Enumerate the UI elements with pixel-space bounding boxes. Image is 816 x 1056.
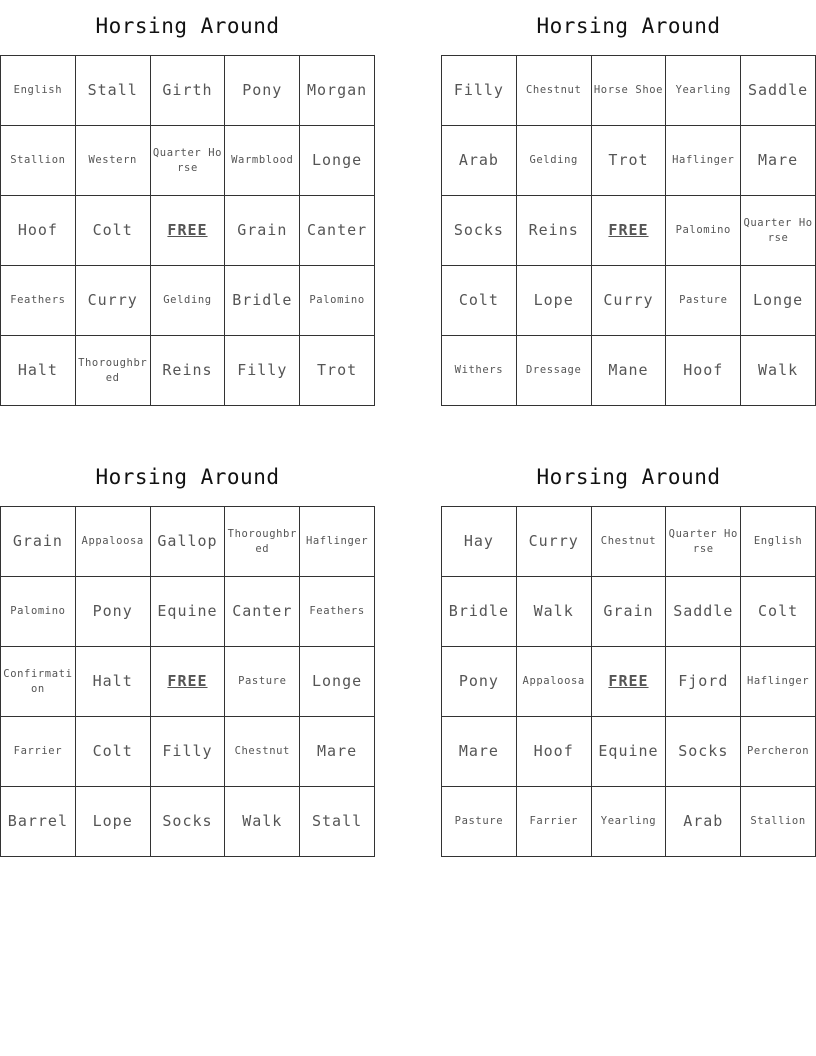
bingo-cell: Colt xyxy=(741,577,816,647)
grid-row xyxy=(1,196,375,266)
bingo-cell: Chestnut xyxy=(517,56,592,126)
bingo-card xyxy=(441,10,816,406)
bingo-cell: Walk xyxy=(517,577,592,647)
bingo-cell: Fjord xyxy=(666,647,741,717)
grid-row xyxy=(1,336,375,406)
grid-row xyxy=(1,266,375,336)
bingo-cell: Feathers xyxy=(1,266,76,336)
bingo-cell: Hoof xyxy=(666,336,741,406)
bingo-cell: Farrier xyxy=(517,787,592,857)
bingo-cell: Halt xyxy=(1,336,76,406)
card-title: Horsing Around xyxy=(536,14,721,38)
bingo-card xyxy=(441,461,816,857)
grid-row xyxy=(1,647,375,717)
bingo-cell: Stallion xyxy=(1,126,76,196)
bingo-card xyxy=(0,461,375,857)
bingo-cell: Dressage xyxy=(517,336,592,406)
bingo-cell: English xyxy=(1,56,76,126)
grid-row xyxy=(442,266,816,336)
bingo-cell: Hay xyxy=(442,507,517,577)
bingo-cell: Feathers xyxy=(300,577,375,647)
bingo-cell: Thoroughbred xyxy=(76,336,151,406)
bingo-cell: Mane xyxy=(592,336,667,406)
card-title: Horsing Around xyxy=(536,465,721,489)
bingo-cell: Longe xyxy=(741,266,816,336)
bingo-cell: Chestnut xyxy=(592,507,667,577)
grid-row xyxy=(442,507,816,577)
grid-row xyxy=(1,507,375,577)
grid-row xyxy=(442,196,816,266)
grid-row xyxy=(442,126,816,196)
card-title: Horsing Around xyxy=(95,14,280,38)
bingo-cell: Hoof xyxy=(1,196,76,266)
bingo-cell: Farrier xyxy=(1,717,76,787)
bingo-cell: Longe xyxy=(300,647,375,717)
bingo-cell: Arab xyxy=(442,126,517,196)
bingo-cell: Haflinger xyxy=(300,507,375,577)
bingo-cell: Gelding xyxy=(517,126,592,196)
bingo-grid xyxy=(0,55,375,406)
bingo-cell: Reins xyxy=(517,196,592,266)
bingo-cell: Pony xyxy=(76,577,151,647)
bingo-cell: Equine xyxy=(151,577,226,647)
bingo-cell: Quarter Horse xyxy=(151,126,226,196)
grid-row xyxy=(1,787,375,857)
bingo-cell: Walk xyxy=(225,787,300,857)
free-space-cell: FREE xyxy=(592,647,667,717)
bingo-cell: Mare xyxy=(741,126,816,196)
bingo-cell: Mare xyxy=(442,717,517,787)
bingo-cell: Bridle xyxy=(442,577,517,647)
bingo-cell: Grain xyxy=(225,196,300,266)
grid-row xyxy=(1,56,375,126)
grid-row xyxy=(442,787,816,857)
bingo-cell: Trot xyxy=(300,336,375,406)
bingo-cell: Stall xyxy=(76,56,151,126)
bingo-cell: Thoroughbred xyxy=(225,507,300,577)
bingo-cell: Pasture xyxy=(225,647,300,717)
bingo-cell: Lope xyxy=(76,787,151,857)
grid-row xyxy=(442,336,816,406)
bingo-grid xyxy=(441,506,816,857)
bingo-cell: Canter xyxy=(225,577,300,647)
bingo-cell: Saddle xyxy=(666,577,741,647)
bingo-cell: Canter xyxy=(300,196,375,266)
bingo-cell: Horse Shoe xyxy=(592,56,667,126)
bingo-cell: Reins xyxy=(151,336,226,406)
bingo-cell: Warmblood xyxy=(225,126,300,196)
grid-row xyxy=(442,56,816,126)
bingo-cell: Grain xyxy=(1,507,76,577)
bingo-cell: Withers xyxy=(442,336,517,406)
bingo-cell: Grain xyxy=(592,577,667,647)
grid-row xyxy=(442,577,816,647)
free-space-cell: FREE xyxy=(151,196,226,266)
bingo-cell: Stall xyxy=(300,787,375,857)
bingo-cell: Gallop xyxy=(151,507,226,577)
bingo-cell: Western xyxy=(76,126,151,196)
bingo-cell: Halt xyxy=(76,647,151,717)
grid-row xyxy=(1,577,375,647)
bingo-cell: Yearling xyxy=(666,56,741,126)
bingo-cell: Haflinger xyxy=(666,126,741,196)
free-space-cell: FREE xyxy=(151,647,226,717)
bingo-cell: Palomino xyxy=(300,266,375,336)
bingo-cell: Pasture xyxy=(666,266,741,336)
bingo-card xyxy=(0,10,375,406)
bingo-cell: Barrel xyxy=(1,787,76,857)
bingo-cell: Walk xyxy=(741,336,816,406)
bingo-cell: Pasture xyxy=(442,787,517,857)
bingo-cell: Curry xyxy=(592,266,667,336)
grid-row xyxy=(442,717,816,787)
grid-row xyxy=(1,126,375,196)
bingo-cell: Bridle xyxy=(225,266,300,336)
bingo-cell: Colt xyxy=(76,196,151,266)
bingo-cell: Curry xyxy=(76,266,151,336)
bingo-cell: Mare xyxy=(300,717,375,787)
bingo-cell: Socks xyxy=(666,717,741,787)
bingo-cell: Filly xyxy=(225,336,300,406)
bingo-cell: English xyxy=(741,507,816,577)
bingo-cell: Palomino xyxy=(1,577,76,647)
bingo-cell: Chestnut xyxy=(225,717,300,787)
bingo-cell: Appaloosa xyxy=(517,647,592,717)
bingo-cell: Filly xyxy=(442,56,517,126)
bingo-cell: Morgan xyxy=(300,56,375,126)
bingo-cell: Gelding xyxy=(151,266,226,336)
bingo-cell: Longe xyxy=(300,126,375,196)
bingo-grid xyxy=(0,506,375,857)
grid-row xyxy=(1,717,375,787)
bingo-cell: Palomino xyxy=(666,196,741,266)
bingo-cell: Trot xyxy=(592,126,667,196)
bingo-cell: Filly xyxy=(151,717,226,787)
bingo-cell: Girth xyxy=(151,56,226,126)
bingo-cell: Curry xyxy=(517,507,592,577)
bingo-cell: Stallion xyxy=(741,787,816,857)
bingo-cell: Quarter Horse xyxy=(666,507,741,577)
bingo-cell: Hoof xyxy=(517,717,592,787)
bingo-cell: Quarter Horse xyxy=(741,196,816,266)
bingo-cell: Colt xyxy=(442,266,517,336)
bingo-cell: Percheron xyxy=(741,717,816,787)
bingo-cell: Arab xyxy=(666,787,741,857)
bingo-cell: Yearling xyxy=(592,787,667,857)
grid-row xyxy=(442,647,816,717)
bingo-cell: Lope xyxy=(517,266,592,336)
bingo-cell: Saddle xyxy=(741,56,816,126)
bingo-cell: Socks xyxy=(442,196,517,266)
bingo-cell: Equine xyxy=(592,717,667,787)
bingo-cell: Appaloosa xyxy=(76,507,151,577)
bingo-cell: Pony xyxy=(225,56,300,126)
bingo-cell: Confirmation xyxy=(1,647,76,717)
bingo-cell: Colt xyxy=(76,717,151,787)
bingo-cell: Haflinger xyxy=(741,647,816,717)
free-space-cell: FREE xyxy=(592,196,667,266)
bingo-grid xyxy=(441,55,816,406)
bingo-cell: Socks xyxy=(151,787,226,857)
bingo-cell: Pony xyxy=(442,647,517,717)
card-title: Horsing Around xyxy=(95,465,280,489)
